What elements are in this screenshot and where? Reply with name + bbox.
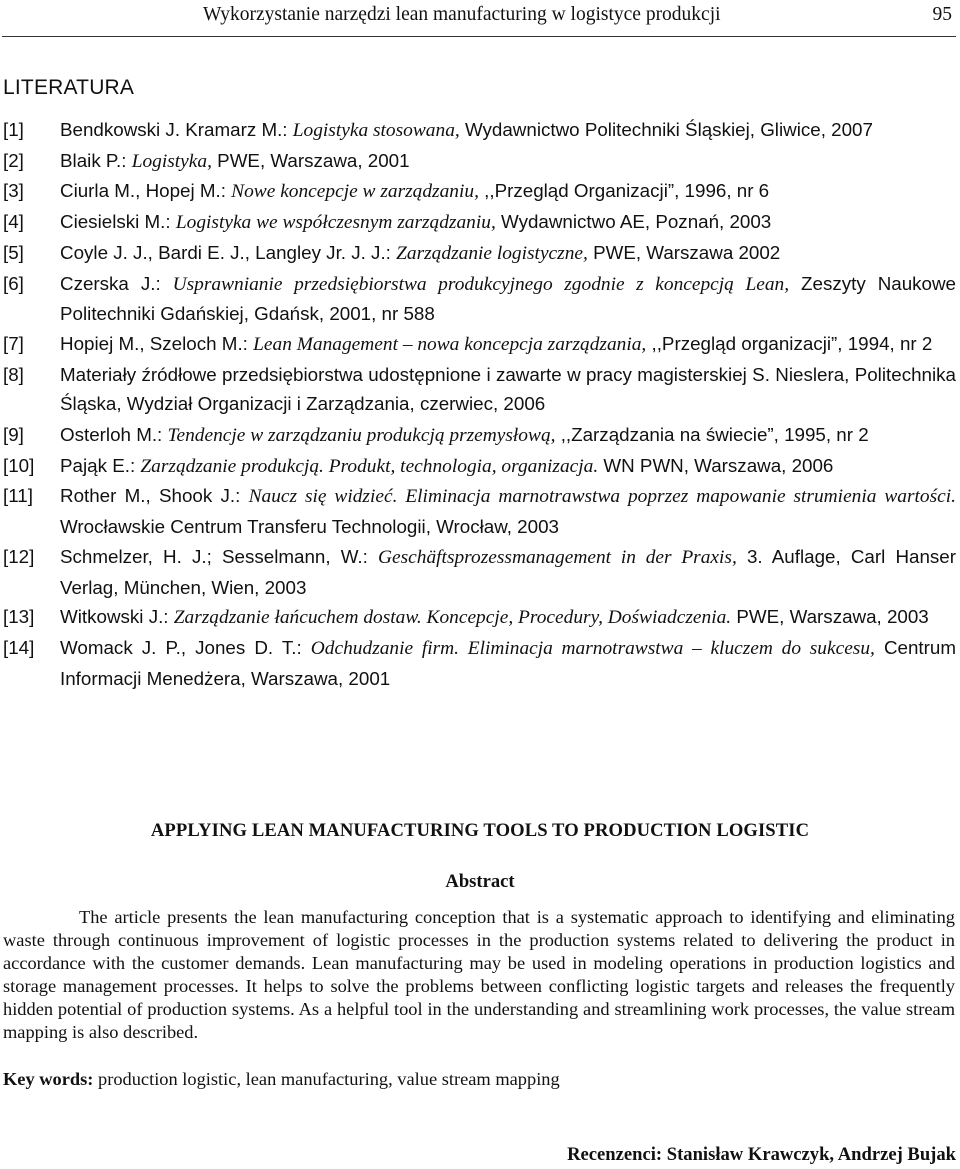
reference-number: [11]	[3, 485, 33, 507]
running-header	[0, 4, 956, 30]
reference-number: [14]	[3, 636, 35, 658]
literature-heading: LITERATURA	[3, 76, 135, 99]
reference-number: [1]	[3, 119, 24, 140]
reference-number: [4]	[3, 211, 24, 233]
reference-item	[0, 542, 956, 602]
reference-text: Ciesielski M.: Logistyka we współczesnym zarządzaniu, Wydawnictwo AE, Poznań, 2003	[60, 211, 772, 234]
reference-item	[0, 602, 956, 633]
reference-text: Schmelzer, H. J.; Sesselmann, W.: Geschäftsprozessmanagement in der Praxis, 3. Auflage, Carl Hanser Verlag, München, Wien, 2003	[60, 545, 956, 598]
reference-number: [9]	[3, 424, 24, 446]
header-rule	[2, 36, 956, 37]
abstract-heading: Abstract	[445, 871, 515, 892]
reference-list	[0, 115, 956, 693]
reference-item	[0, 238, 956, 269]
reference-item	[0, 481, 956, 541]
keywords-label: Key words:	[3, 1069, 94, 1089]
reference-item	[0, 207, 956, 238]
reference-text: Rother M., Shook J.: Naucz się widzieć. Eliminacja marnotrawstwa poprzez mapowanie strumienia wartości. Wrocławskie Centrum Transferu Technologii, Wrocław, 2003	[60, 485, 956, 538]
reference-item	[0, 176, 956, 207]
running-header-title: Wykorzystanie narzędzi lean manufacturing w logistyce produkcji	[203, 4, 721, 25]
reference-text: Materiały źródłowe przedsiębiorstwa udostępnione i zawarte w pracy magisterskiej S. Nieslera, Politechnika Śląska, Wydział Organizacji i Zarządzania, czerwiec, 2006	[60, 363, 956, 415]
reference-text: Osterloh M.: Tendencje w zarządzaniu produkcją przemysłową, ,,Zarządzania na świecie”, 1995, nr 2	[60, 424, 869, 447]
reference-item	[0, 633, 956, 693]
reference-number: [13]	[3, 606, 35, 628]
reference-text: Womack J. P., Jones D. T.: Odchudzanie firm. Eliminacja marnotrawstwa – kluczem do sukcesu, Centrum Informacji Menedżera, Warszawa, 2001	[60, 636, 956, 689]
reference-item	[0, 329, 956, 360]
keywords-text: production logistic, lean manufacturing, value stream mapping	[93, 1069, 560, 1089]
reference-number: [8]	[3, 363, 24, 385]
reference-item	[0, 115, 956, 146]
reference-number: [12]	[3, 545, 35, 567]
reference-number: [3]	[3, 180, 24, 202]
reference-number: [6]	[3, 272, 24, 294]
reference-text: Ciurla M., Hopej M.: Nowe koncepcje w zarządzaniu, ,,Przegląd Organizacji”, 1996, nr 6	[60, 180, 770, 203]
reference-item	[0, 146, 956, 177]
reference-number: [7]	[3, 332, 24, 354]
reference-number: [10]	[3, 454, 35, 476]
reference-number: [2]	[3, 149, 24, 171]
reference-number: [5]	[3, 241, 24, 263]
reference-text: Blaik P.: Logistyka, PWE, Warszawa, 2001	[60, 149, 410, 172]
reference-item	[0, 269, 956, 329]
reference-item	[0, 451, 956, 482]
reference-item	[0, 420, 956, 451]
abstract-text: The article presents the lean manufacturing conception that is a systematic approach to identifying and eliminating waste through continuous improvement of logistic processes in the production systems related to delivering the product in accordance with the customer demands. Lean manufacturing may be used in modeling operations in production logistics and storage management processes. It helps to solve the problems between conflicting logistic targets and releases the frequently hidden potential of production systems. As a helpful tool in the understanding and streamlining work processes, the value stream mapping is also described.	[3, 907, 955, 1042]
reference-item	[0, 360, 956, 420]
reference-text: Coyle J. J., Bardi E. J., Langley Jr. J. J.: Zarządzanie logistyczne, PWE, Warszawa 2002	[60, 241, 781, 264]
keywords-line	[3, 1069, 955, 1090]
page-number: 95	[932, 4, 952, 25]
reference-text: Witkowski J.: Zarządzanie łańcuchem dostaw. Koncepcje, Procedury, Doświadczenia. PWE, Warszawa, 2003	[60, 606, 929, 629]
english-title: APPLYING LEAN MANUFACTURING TOOLS TO PRODUCTION LOGISTIC	[150, 820, 810, 841]
reference-text: Hopiej M., Szeloch M.: Lean Management – nowa koncepcja zarządzania, ,,Przegląd organizacji”, 1994, nr 2	[60, 332, 933, 355]
reference-text: Bendkowski J. Kramarz M.: Logistyka stosowana, Wydawnictwo Politechniki Śląskiej, Gliwice, 2007	[60, 119, 873, 141]
reviewers-line: Recenzenci: Stanisław Krawczyk, Andrzej Bujak	[567, 1144, 956, 1165]
reference-text: Czerska J.: Usprawnianie przedsiębiorstwa produkcyjnego zgodnie z koncepcją Lean, Zeszyty Naukowe Politechniki Gdańskiej, Gdańsk, 2001, nr 588	[60, 272, 956, 325]
reference-text: Pająk E.: Zarządzanie produkcją. Produkt, technologia, organizacja. WN PWN, Warszawa, 2006	[60, 454, 834, 477]
